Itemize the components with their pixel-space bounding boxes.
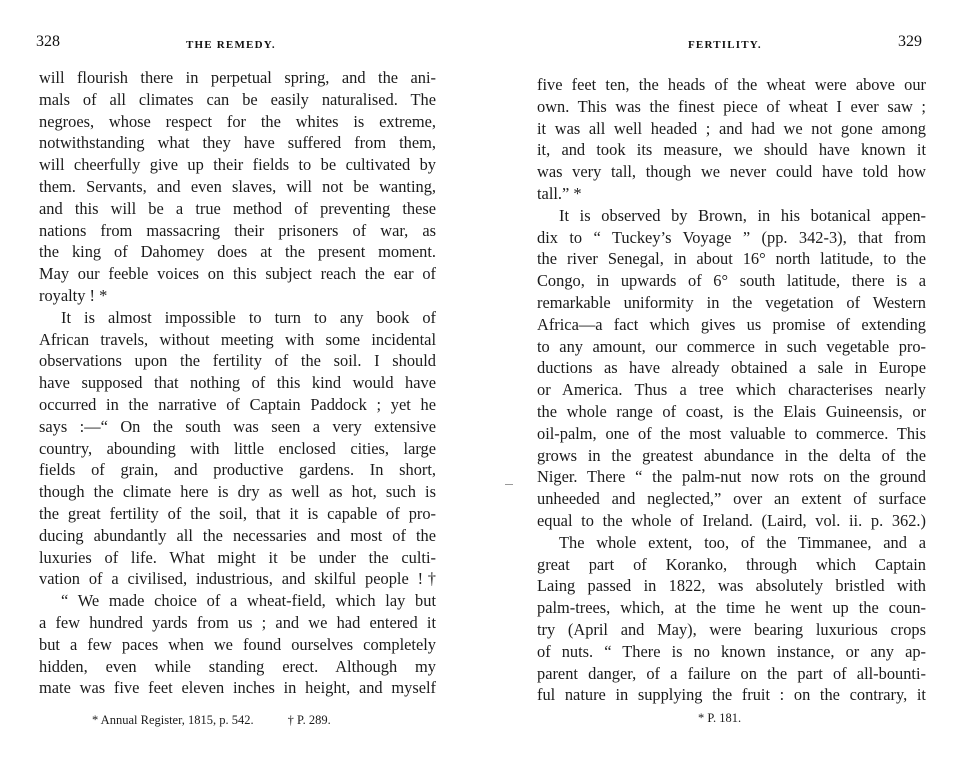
text-line: Congo, in upwards of 6° south latitude, there is a	[537, 271, 926, 291]
text-line: ful nature in supplying the fruit : on the contrary, it	[537, 685, 926, 705]
text-line: have supposed that nothing of this kind would have	[39, 373, 436, 393]
text-line: will cheerfully give up their fields to be cultivated by	[39, 155, 436, 175]
text-line: or America. Thus a tree which characterises nearly	[537, 380, 926, 400]
left-page-number: 328	[36, 33, 60, 50]
text-line: African travels, without meeting with some incidental	[39, 329, 436, 349]
text-line: mate was five feet eleven inches in height, and myself	[39, 678, 436, 698]
text-line: May our feeble voices on this subject reach the ear of	[39, 264, 436, 284]
text-line: occurred in the narrative of Captain Paddock ; yet he	[39, 394, 436, 414]
footnote: * P. 181.	[698, 711, 742, 725]
text-line: though the climate here is dry as well as hot, such is	[39, 482, 436, 502]
text-line: ducing abundantly all the necessaries and most of the	[39, 525, 436, 545]
text-line: the king of Dahomey does at the present moment.	[39, 242, 436, 262]
text-line: country, abounding with little enclosed cities, large	[39, 438, 436, 458]
text-line: nations from massacring their prisoners of war, as	[39, 220, 436, 240]
footnote: † P. 289.	[287, 713, 331, 727]
right-footnotes	[698, 711, 741, 726]
text-line: luxuries of life. What might it be under the culti-	[39, 547, 436, 567]
text-line: them. Servants, and even slaves, will not be wanting,	[39, 176, 436, 196]
footnote: * Annual Register, 1815, p. 542.	[92, 713, 254, 727]
text-line: negroes, whose respect for the whites is extreme,	[39, 111, 436, 131]
text-line: the great fertility of the soil, that it is capable of pro-	[39, 503, 436, 523]
text-line: dix to “ Tuckey’s Voyage ” (pp. 342-3), that from	[537, 227, 926, 247]
text-line: remarkable uniformity in the vegetation of Western	[537, 292, 926, 312]
text-line: equal to the whole of Ireland. (Laird, vol. ii. p. 362.)	[537, 510, 926, 530]
right-body-text	[537, 74, 926, 706]
text-line: will flourish there in perpetual spring, and the ani-	[39, 68, 436, 87]
text-line: parent danger, of a failure on the part of all-bounti-	[537, 663, 926, 683]
text-line: but a few paces when we found ourselves completely	[39, 634, 436, 654]
text-line: It is observed by Brown, in his botanical appen-	[559, 205, 926, 225]
text-line: it was all well headed ; and had we not gone among	[537, 118, 926, 138]
text-line: try (April and May), were bearing luxurious crops	[537, 619, 926, 639]
text-line: unheeded and neglected,” over an extent of surface	[537, 489, 926, 509]
text-line: hidden, even while standing erect. Although my	[39, 656, 436, 676]
text-line: royalty ! *	[39, 285, 108, 305]
right-running-head: FERTILITY.	[688, 39, 762, 51]
text-line: It is almost impossible to turn to any book of	[61, 307, 436, 327]
text-line: the whole range of coast, is the Elais Guineensis, or	[537, 401, 926, 421]
text-line: five feet ten, the heads of the wheat were above our	[537, 75, 926, 94]
text-line: says :—“ On the south was seen a very extensive	[39, 416, 436, 436]
text-line: great part of Koranko, through which Captain	[537, 554, 926, 574]
text-line: a few hundred yards from us ; and we had entered it	[39, 612, 436, 632]
text-line: notwithstanding what they have suffered from them,	[39, 133, 436, 153]
text-line: it, and took its measure, we should have known it	[537, 140, 926, 160]
text-line: grows in the greatest abundance in the delta of the	[537, 445, 926, 465]
right-page	[500, 0, 980, 771]
left-footnotes	[92, 713, 331, 728]
text-line: oil-palm, one of the most valuable to commerce. This	[537, 423, 926, 443]
text-line: fields of grain, and productive gardens. In short,	[39, 460, 436, 480]
right-page-number: 329	[898, 33, 922, 50]
text-line: and this will be a true method of preventing these	[39, 198, 436, 218]
text-line: mals of all climates can be easily naturalised. The	[39, 89, 436, 109]
text-line: was very tall, though we never could have told how	[537, 162, 926, 182]
left-page	[0, 0, 480, 771]
left-body-text	[39, 67, 436, 699]
text-line: Niger. There “ the palm-nut now rots on the ground	[537, 467, 926, 487]
text-line: Laing passed in 1822, was absolutely bristled with	[537, 576, 926, 596]
text-line: vation of a civilised, industrious, and skilful people !†	[39, 569, 436, 589]
text-line: Africa—a fact which gives us promise of extending	[537, 314, 926, 334]
text-line: own. This was the finest piece of wheat I ever saw ;	[537, 96, 926, 116]
text-line: to any amount, our commerce in such vegetable pro-	[537, 336, 926, 356]
text-line: observations upon the fertility of the soil. I should	[39, 351, 436, 371]
text-line: tall.” *	[537, 183, 582, 203]
text-line: of nuts. “ There is no known instance, or any ap-	[537, 641, 926, 661]
text-line: palm-trees, which, at the time he went up the coun-	[537, 598, 926, 618]
text-line: The whole extent, too, of the Timmanee, and a	[559, 532, 926, 552]
text-line: ductions as have already obtained a sale in Europe	[537, 358, 926, 378]
text-line: the river Senegal, in about 16° north latitude, to the	[537, 249, 926, 269]
left-running-head: THE REMEDY.	[186, 39, 276, 51]
text-line: “ We made choice of a wheat-field, which lay but	[61, 591, 436, 611]
